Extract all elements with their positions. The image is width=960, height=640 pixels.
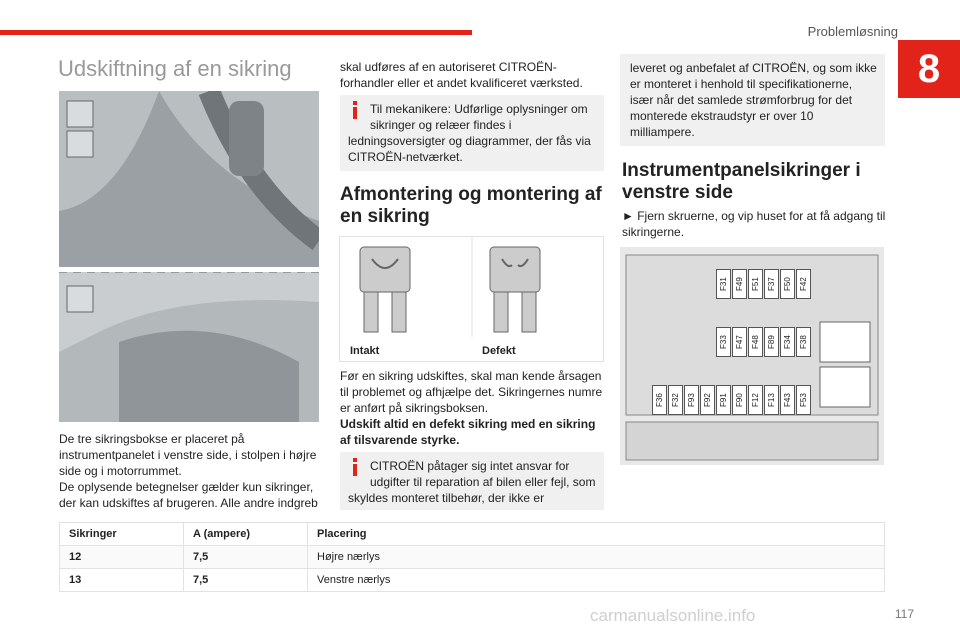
table-header-row — [60, 523, 885, 546]
fuse-slot-f31: F31 — [716, 269, 731, 299]
fuse-slot-f89: F89 — [764, 327, 779, 357]
fuse-slot-f47: F47 — [732, 327, 747, 357]
table-row — [60, 546, 885, 569]
fuse-slot-f37: F37 — [764, 269, 779, 299]
table-cell-ampere: 7,5 — [184, 569, 308, 592]
chapter-number-badge: 8 — [898, 40, 960, 98]
fuse-slot-f53: F53 — [796, 385, 811, 415]
intact-fuse-icon — [360, 247, 410, 332]
info-icon — [348, 458, 362, 476]
fuse-slot-f91: F91 — [716, 385, 731, 415]
fuse-slot-f13: F13 — [764, 385, 779, 415]
fuse-slot-f92: F92 — [700, 385, 715, 415]
fuse-slot-f38: F38 — [796, 327, 811, 357]
table-cell-ampere: 7,5 — [184, 546, 308, 569]
fuse-slot-f50: F50 — [780, 269, 795, 299]
table-cell-location: Venstre nærlys — [308, 569, 885, 592]
continuation-text: skal udføres af en autoriseret CITROËN-forhandler eller et andet kvalificeret værksted. — [340, 60, 583, 90]
intro-paragraph: De tre sikringsbokse er placeret på instrumentpanelet i venstre side, i stolpen i højre side og i motorrummet. De oplysende betegnelser gælder kun sikringer, der kan udskiftes af brugeren. Alle andre indgreb — [59, 432, 318, 510]
mechanic-note-text: Til mekanikere: Udførlige oplysninger om sikringer og relæer findes i ledningsoversigter og diagrammer, der fås via CITROËN-netværket. — [348, 102, 591, 164]
dashboard-fusebox-photo — [59, 272, 319, 422]
header-accent-bar — [0, 30, 472, 35]
fuse-slot-f51: F51 — [748, 269, 763, 299]
replacement-text: Før en sikring udskiftes, skal man kende årsagen til problemet og afhjælpe det. Sikringernes numre er anført på sikringsboksen. — [340, 369, 603, 415]
table-header-fuses: Sikringer — [60, 523, 184, 546]
replacement-paragraph — [340, 368, 606, 448]
table-cell-location: Højre nærlys — [308, 546, 885, 569]
page-title: Udskiftning af en sikring — [58, 56, 292, 81]
section-title: Problemløsning — [807, 24, 898, 39]
fuse-slot-f48: F48 — [748, 327, 763, 357]
fusebox-diagram — [620, 247, 884, 465]
step-instruction: ► Fjern skruerne, og vip huset for at få adgang til sikringerne. — [622, 209, 886, 239]
fuse-slot-f34: F34 — [780, 327, 795, 357]
table-cell-fuse: 13 — [60, 569, 184, 592]
table-header-location: Placering — [308, 523, 885, 546]
fuse-slot-f42: F42 — [796, 269, 811, 299]
fuse-comparison-diagram — [339, 236, 604, 362]
info-icon — [348, 101, 362, 119]
liability-note-continued — [620, 54, 885, 146]
watermark: carmanualsonline.info — [590, 606, 756, 625]
defect-fuse-icon — [490, 247, 540, 332]
steering-wheel-illustration-icon — [59, 91, 319, 267]
fuse-slot-f49: F49 — [732, 269, 747, 299]
section-heading-fuse-replacement: Afmontering og montering af en sikring — [340, 184, 602, 227]
fusebox-cover-illustration-icon — [59, 272, 319, 422]
liability-note-cont-text: leveret og anbefalet af CITROËN, og som ikke er monteret i henhold til specifikationerne, især når det samlede strømforbrug for det monterede ekstraudstyr er over 10 milliampere. — [630, 61, 877, 139]
fuse-slot-f90: F90 — [732, 385, 747, 415]
fuse-slot-f32: F32 — [668, 385, 683, 415]
liability-note-text: CITROËN påtager sig intet ansvar for udgifter til reparation af bilen eller fejl, som skyldes monteret tilbehør, der ikke er — [348, 459, 596, 505]
intact-label: Intakt — [350, 345, 380, 357]
steering-wheel-photo-top — [59, 91, 319, 267]
table-header-ampere: A (ampere) — [184, 523, 308, 546]
fuse-slot-f36: F36 — [652, 385, 667, 415]
mechanic-info-note — [340, 95, 604, 171]
table-row — [60, 569, 885, 592]
fuse-slot-f12: F12 — [748, 385, 763, 415]
fuse-table — [59, 522, 885, 592]
fuse-slot-f43: F43 — [780, 385, 795, 415]
fuse-slot-f93: F93 — [684, 385, 699, 415]
section-heading-left-dash-fuses: Instrumentpanelsikringer i venstre side — [622, 160, 861, 203]
replacement-warning: Udskift altid en defekt sikring med en sikring af tilsvarende styrke. — [340, 417, 596, 447]
table-cell-fuse: 12 — [60, 546, 184, 569]
defect-label: Defekt — [482, 345, 516, 357]
page-number: 117 — [894, 607, 914, 621]
liability-note — [340, 452, 604, 510]
fuse-slot-f33: F33 — [716, 327, 731, 357]
fuse-diagram-graphics — [340, 237, 605, 337]
